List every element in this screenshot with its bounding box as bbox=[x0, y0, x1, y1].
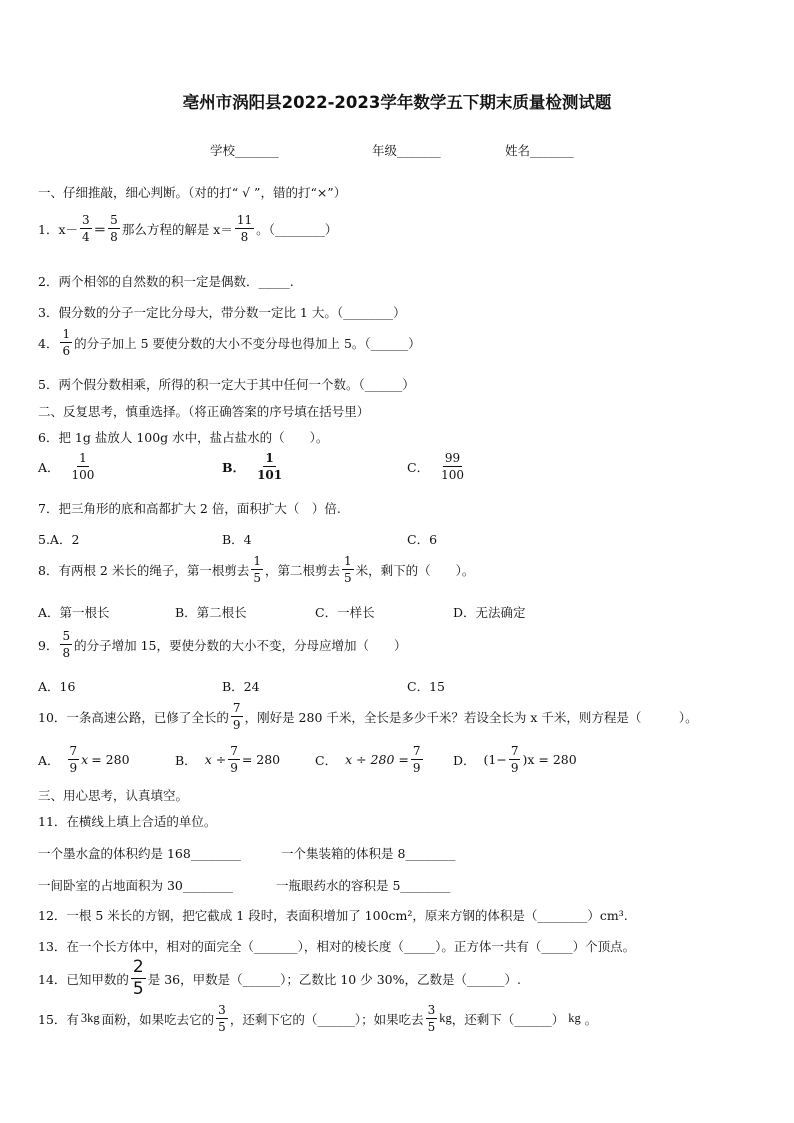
question-12: 12．一根 5 米长的方钢，把它截成 1 段时，表面积增加了 100cm²，原来方钢的体积是（________）cm³. bbox=[38, 908, 628, 923]
section-2-heading: 二、反复思考，慎重选择。（将正确答案的序号填在括号里） bbox=[38, 404, 370, 419]
question-7-stem: 7．把三角形的底和高都扩大 2 倍，面积扩大（ ）倍. bbox=[38, 501, 341, 516]
q1-fraction-2: $\frac{5}{8}$ bbox=[110, 213, 118, 244]
q9-option-c[interactable]: C．15 bbox=[407, 679, 445, 694]
q8-option-d[interactable]: D．无法确定 bbox=[453, 605, 526, 620]
q9-fraction: $\frac{5}{8}$ bbox=[62, 629, 71, 660]
q4-fraction: $\frac{1}{6}$ bbox=[62, 327, 71, 358]
q6-option-b[interactable]: B． $\frac{1}{101}$ bbox=[222, 451, 283, 482]
question-11-stem: 11．在横线上填上合适的单位。 bbox=[38, 814, 217, 829]
q10-option-b[interactable]: B． x ÷ $\frac{7}{9}$ = 280 bbox=[175, 744, 281, 775]
question-13: 13．在一个长方体中，相对的面完全（_______），相对的棱长度（_____）。正方体一共有（_____）个顶点。 bbox=[38, 939, 636, 954]
q7-option-b[interactable]: B．4 bbox=[222, 532, 252, 547]
q1-fraction-3: $\frac{11}{8}$ bbox=[236, 213, 253, 244]
q11-blank-2[interactable]: 一个集装箱的体积是 8________ bbox=[281, 846, 456, 861]
school-field[interactable]: 学校_______ bbox=[210, 143, 279, 158]
q8-option-c[interactable]: C．一样长 bbox=[315, 605, 375, 620]
q11-blank-4[interactable]: 一瓶眼药水的容积是 5________ bbox=[276, 878, 451, 893]
question-10-stem: 10．一条高速公路，已修了全长的 $\frac{7}{9}$ ，刚好是 280 千米，全长是多少千米？若设全长为 x 千米，则方程是（ ）。 bbox=[38, 701, 698, 732]
section-3-heading: 三、用心思考，认真填空。 bbox=[38, 788, 189, 803]
question-9-stem: 9． $\frac{5}{8}$ 的分子增加 15，要使分数的大小不变，分母应增加（ ） bbox=[38, 629, 407, 660]
question-2: 2．两个相邻的自然数的积一定是偶数．_____. bbox=[38, 274, 294, 289]
name-field[interactable]: 姓名_______ bbox=[505, 143, 574, 158]
q8-option-b[interactable]: B．第二根长 bbox=[175, 605, 247, 620]
q11-blank-3[interactable]: 一间卧室的占地面积为 30________ bbox=[38, 878, 233, 893]
q11-blank-1[interactable]: 一个墨水盒的体积约是 168________ bbox=[38, 846, 241, 861]
q1-part-c: 那么方程的解是 x＝ bbox=[121, 221, 233, 237]
question-8-stem: 8．有两根 2 米长的绳子，第一根剪去 $\frac{1}{5}$ ，第二根剪去 $\frac{1}{5}$ 米，剩下的（ ）。 bbox=[38, 554, 475, 585]
q10-option-c[interactable]: C． x ÷ 280 = $\frac{7}{9}$ bbox=[315, 744, 421, 775]
q10-option-a[interactable]: A． $\frac{7}{9}$ x = 280 bbox=[38, 744, 130, 775]
q6-option-a[interactable]: A． $\frac{1}{100}$ bbox=[38, 451, 95, 482]
question-1 bbox=[38, 214, 337, 243]
question-5: 5．两个假分数相乘，所得的积一定大于其中任何一个数。（______） bbox=[38, 377, 415, 392]
q1-part-a: x－ bbox=[58, 221, 79, 237]
q6-option-c-fraction: $\frac{99}{100}$ bbox=[441, 451, 464, 482]
q9-option-b[interactable]: B．24 bbox=[222, 679, 260, 694]
q1-answer-blank[interactable]: 。（________） bbox=[256, 221, 338, 237]
q1-equals: ＝ bbox=[93, 221, 107, 237]
q15-fraction-1: $\frac{3}{5}$ bbox=[218, 1003, 226, 1034]
grade-field[interactable]: 年级_______ bbox=[372, 143, 441, 158]
q8-fraction-2: $\frac{1}{5}$ bbox=[344, 554, 352, 585]
q9-option-a[interactable]: A．16 bbox=[38, 679, 76, 694]
question-15: 15．有 3kg 面粉，如果吃去它的 $\frac{3}{5}$ ，还剩下它的（______）；如果吃去 $\frac{3}{5}$ kg ，还剩下（______） kg 。 bbox=[38, 1003, 598, 1034]
q8-fraction-1: $\frac{1}{5}$ bbox=[253, 554, 261, 585]
page-title: 亳州市涡阳县2022-2023学年数学五下期末质量检测试题 bbox=[182, 93, 612, 112]
q1-number: 1． bbox=[38, 221, 59, 237]
q1-fraction-1: $\frac{3}{4}$ bbox=[82, 213, 90, 244]
q4-text: 的分子加上 5 要使分数的大小不变分母也得加上 5。（______） bbox=[74, 335, 421, 351]
q6-option-a-fraction: $\frac{1}{100}$ bbox=[71, 451, 95, 482]
q6-option-b-fraction: $\frac{1}{101}$ bbox=[257, 451, 283, 482]
question-14: 14．已知甲数的 $\frac{2}{5}$ 是 36，甲数是（______）；乙数比 10 少 30%，乙数是（______）. bbox=[38, 957, 521, 999]
question-3: 3．假分数的分子一定比分母大，带分数一定比 1 大。（________） bbox=[38, 305, 406, 320]
q14-fraction: $\frac{2}{5}$ bbox=[132, 957, 144, 999]
question-4 bbox=[38, 328, 421, 357]
q7-option-c[interactable]: C．6 bbox=[407, 532, 438, 547]
q8-option-a[interactable]: A．第一根长 bbox=[38, 605, 110, 620]
q4-number: 4． bbox=[38, 335, 59, 351]
q15-fraction-2: $\frac{3}{5}$ bbox=[427, 1003, 436, 1034]
q7-option-a[interactable]: 5.A．2 bbox=[38, 532, 80, 547]
question-6-stem: 6．把 1g 盐放人 100g 水中，盐占盐水的（ ）。 bbox=[38, 430, 329, 445]
section-1-heading: 一、仔细推敲，细心判断。（对的打“ √ ”，错的打“×”） bbox=[38, 185, 347, 200]
q6-option-c[interactable]: C． $\frac{99}{100}$ bbox=[407, 451, 464, 482]
q10-fraction: $\frac{7}{9}$ bbox=[232, 701, 241, 732]
q10-option-d[interactable]: D． (1− $\frac{7}{9}$ )x = 280 bbox=[453, 744, 577, 775]
